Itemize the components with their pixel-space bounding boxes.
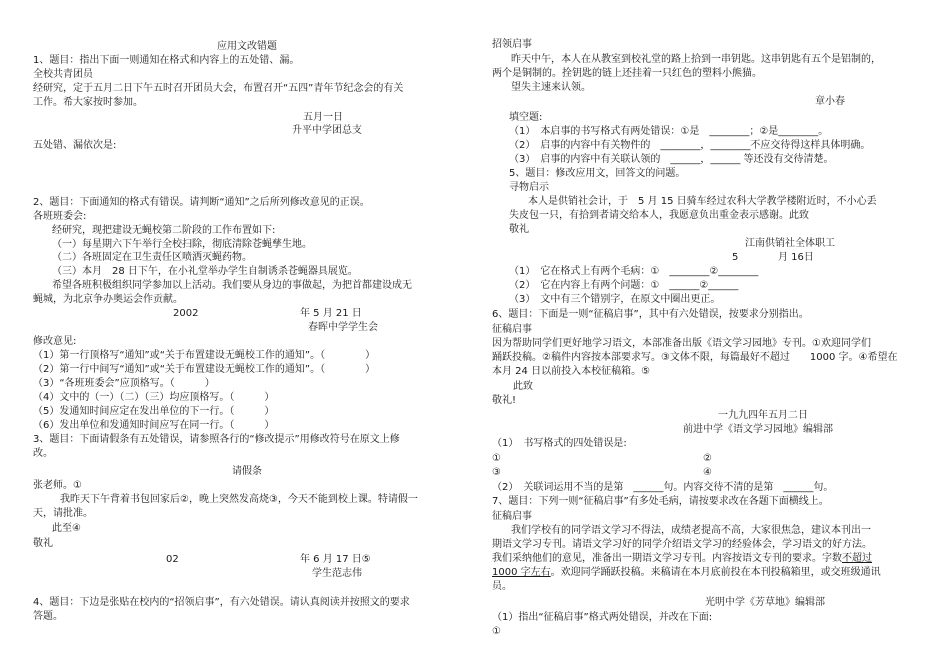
q2-notice-year: 2002 [173,308,199,319]
q5-answer-item: （1） 它在格式上有两个毛病：① ________②________ [509,266,759,277]
q6-notice-body: 因为帮助同学们更好地学习语文，本部准备出版《语文学习园地》专刊。①欢迎同学们 [492,338,871,349]
q6-answer-slot: ③ [492,467,501,478]
q7-notice-body [492,552,872,565]
q2-notice-body: 希望各班积极组织同学参加以上活动。我们要从身边的事做起，为把首都建设成无 [52,280,412,291]
q7-underlined-text: 不超过 [842,553,872,564]
q4-fill-item: （3） 启事的内容中有关联认领的 ______，______ 等还没有交待清楚。 [509,154,834,165]
q6-answer-slot: ④ [703,467,712,478]
q5-notice-body: 失皮包一只，有拾到者请交给本人，我愿意负出重金表示感谢。此致 [509,210,809,221]
q7-notice-body [492,566,881,579]
q2-opinion-item: （1）第一行顶格写“通知”或“关于布置建设无蝇校工作的通知”。（ ） [33,350,376,361]
q4-fill-heading: 填空题: [509,112,543,123]
q5-notice-signature: 江南供销社全体职工 [745,238,835,249]
q7-answer-heading: （1）指出“征稿启事”格式两处错误，并改在下面: [492,612,713,623]
q1-notice-date: 五月一日 [303,112,343,123]
q4-fill-item: （2） 启事的内容中有关物件的 ________，________不应交待得这样具体明确。 [509,140,871,151]
q5-answer-item: （3） 文中有三个错别字，在原文中圈出更正。 [509,294,721,305]
q7-underlined-text: 1000 字左右 [492,567,551,578]
q7-notice-title: 征稿启事 [492,511,532,522]
q7-notice-signature: 光明中学《芳草地》编辑部 [705,597,825,608]
question-2-stem: 2、题目：下面通知的格式有错误。请判断“通知”之后所列修改意见的正误。 [33,197,370,208]
q6-notice-body: 踊跃投稿。②稿件内容按本部要求写。③文体不限，每篇最好不超过 1000 字。④希望在 [492,352,898,363]
question-1-stem: 1、题目：指出下面一则通知在格式和内容上的五处错、漏。 [33,55,300,66]
question-7-stem: 7、题目：下列一则“征稿启事”有多处毛病，请按要求改在各题下面横线上。 [492,496,829,507]
q2-notice-item: （三）本月 28 日下午，在小礼堂举办学生自制诱杀苍蝇器具展览。 [52,266,358,277]
q2-notice-body: 经研究，现把建设无蝇校第二阶段的工作布置如下: [52,225,276,236]
q5-notice-body: 敬礼 [509,224,529,235]
q6-notice-closing: 敬礼! [492,395,517,406]
q1-notice-body: 工作。希大家按时参加。 [33,97,143,108]
q3-leave-note-line: 敬礼 [33,538,53,549]
q4-notice-title: 招领启事 [492,39,532,50]
q5-notice-date: 月 16日 [778,252,814,263]
q4-notice-signature: 章小春 [815,96,845,107]
q3-leave-note-signature: 学生范志伟 [312,568,362,579]
q4-notice-body: 两个是铜制的。拴钥匙的链上还挂着一只红色的塑料小熊猫。 [492,68,762,79]
q7-notice-body: 我们学校有的同学语文学习不得法，成绩老提高不高，大家很焦急，建议本刊出一 [511,525,871,536]
q1-notice-addressee: 全校共青团员 [33,69,93,80]
q2-notice-addressee: 各班班委会: [33,211,87,222]
q6-notice-title: 征稿启事 [492,324,532,335]
question-4-stem: 4、题目：下边是张贴在校内的“招领启事”，有六处错误。请认真阅读并按照文的要求 [33,597,410,608]
question-5-stem: 5、题目：修改应用文，回答文的问题。 [509,168,686,179]
q2-opinion-item: （2）第一行中间写“通知”或“关于布置建设无蝇校工作的通知”。（ ） [33,364,376,375]
q6-notice-date: 一九九四年五月二日 [718,410,808,421]
q7-body-text: 我们采纳他们的意见，准备出一期语文学习专刊。内容按语文专刊的要求。字数 [492,553,842,564]
page-title: 应用文改错题 [217,41,277,52]
q3-leave-note-line: 张老师。① [33,480,82,491]
q2-opinion-item: （6）发出单位和发通知时间应写在同一行。（ ） [33,420,275,431]
q4-notice-body: 望失主速来认领。 [511,82,591,93]
q3-leave-note-date: 年 6 月 17 日⑤ [300,554,371,565]
q2-notice-item: （一）每星期六下午举行全校扫除，彻底清除苍蝇孳生地。 [52,239,312,250]
q6-notice-body: 本月 24 日以前投入本校征稿箱。⑤ [492,366,651,377]
q6-notice-closing: 此致 [513,381,533,392]
q4-notice-body: 昨天中午，本人在从教室到校礼堂的路上拾到一串钥匙。这串钥匙有五个是铝制的， [511,54,881,65]
q5-notice-month: 5 [732,252,739,263]
q5-answer-item: （2） 它在内容上有两个问题：① ______②______ [509,280,739,291]
q5-notice-title: 寻物启示 [509,182,549,193]
q3-leave-note-line: 天，请批准。 [33,508,93,519]
q7-notice-body: 员。 [492,581,512,592]
q3-leave-note-line: 此至④ [52,523,81,534]
q1-notice-body: 经研究，定于五月二日下午五时召开团员大会，布置召开“五四”青年节纪念会的有关 [33,83,404,94]
q2-opinion-item: （4）文中的（一）（二）（三）均应顶格写。（ ） [33,392,275,403]
q1-notice-signature: 升平中学团总支 [292,125,362,136]
q2-opinion-item: （3）“各班班委会”应顶格写。（ ） [33,378,215,389]
q3-leave-note-year: 02 [166,554,179,565]
q6-answer-slot: ① [492,453,501,464]
q6-notice-signature: 前进中学《语文学习园地》编辑部 [683,424,833,435]
q7-body-text: 。欢迎同学踊跃投稿。来稿请在本月底前投在本刊投稿箱里，或交班级通讯 [550,567,881,578]
q2-notice-body: 蝇城，为北京争办奥运会作贡献。 [33,294,183,305]
q6-answer-item: （2） 关联词运用不当的是第 ______句。内容交待不清的是第 ______句。 [492,482,834,493]
q3-leave-note-line: 我昨天下午背着书包回家后②，晚上突然发高烧③，今天不能到校上课。特请假一 [60,494,418,505]
q3-leave-note-title: 请假条 [232,466,262,477]
q2-opinion-heading: 修改意见: [33,336,77,347]
q2-notice-signature: 春晖中学学生会 [308,322,378,333]
question-3-stem: 3、题目：下面请假条有五处错误，请参照各行的“修改提示”用修改符号在原文上修 [33,434,400,445]
question-3-stem: 改。 [33,448,53,459]
q2-opinion-item: （5）发通知时间应定在发出单位的下一行。（ ） [33,406,275,417]
q7-answer-slot: ① [492,626,501,637]
q4-fill-item: （1） 本启事的书写格式有两处错误：①是 ________；②是________。 [509,126,829,137]
q5-notice-body: 本人是供销社会计，于 5 月 15 日骑车经过农科大学教学楼附近时，不小心丢 [528,196,877,207]
q2-notice-date: 年 5 月 21 日 [300,308,362,319]
q7-notice-body: 期语文学习专刊。请语文学习好的同学介绍语文学习的经验体会，学习语文的好方法。 [492,539,872,550]
question-6-stem: 6、题目：下面是一则“征稿启事”，其中有六处错误，按要求分别指出。 [492,309,809,320]
q6-answer-heading: （1） 书写格式的四处错误是: [492,438,627,449]
q2-notice-item: （二）各班固定在卫生责任区喷洒灭蝇药物。 [52,252,252,263]
question-4-stem: 答题。 [33,611,63,622]
q6-answer-slot: ② [703,453,712,464]
q1-answer-prompt: 五处错、漏依次是: [33,140,117,151]
